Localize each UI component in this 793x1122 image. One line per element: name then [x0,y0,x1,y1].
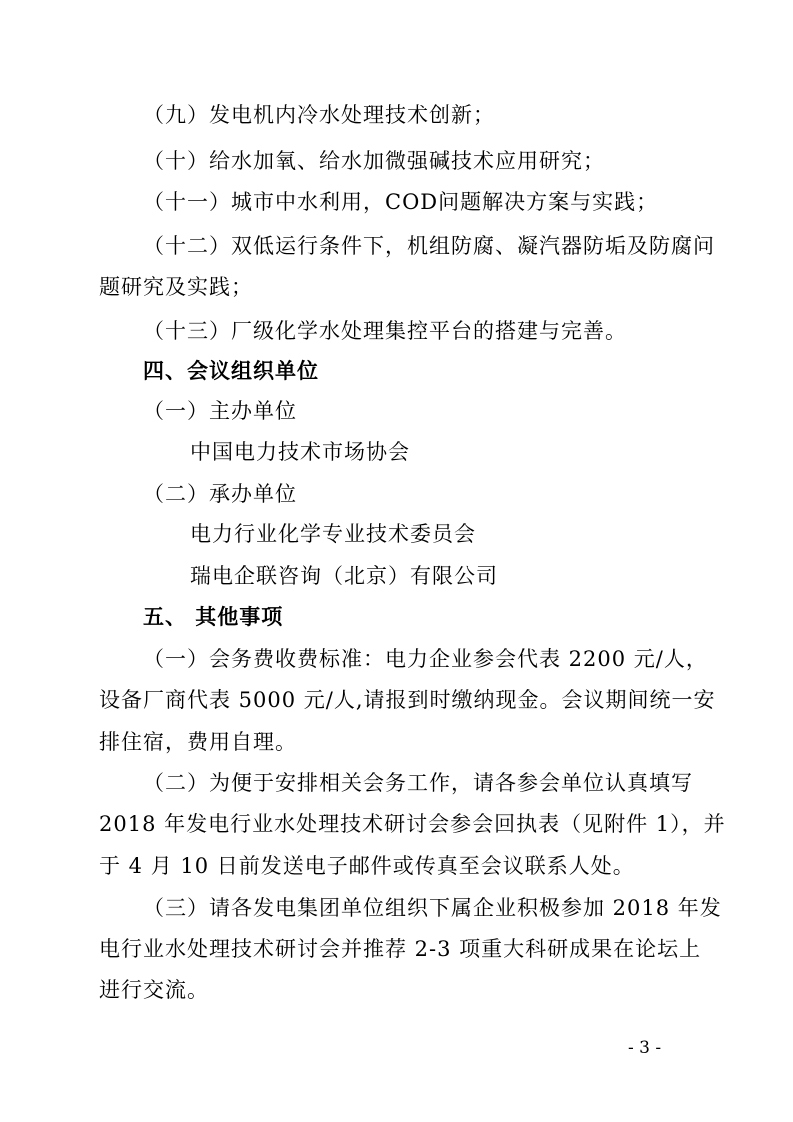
topic-item-10: （十）给水加氧、给水加微强碱技术应用研究； [143,149,605,173]
topic-item-12-line1: （十二）双低运行条件下，机组防腐、凝汽器防垢及防腐问 [143,234,715,258]
topic-item-13: （十三）厂级化学水处理集控平台的搭建与完善。 [143,319,627,343]
section4-heading: 四、会议组织单位 [143,359,319,383]
section5-heading: 五、 其他事项 [143,605,284,629]
recommendation-paragraph-line2: 电行业水处理技术研讨会并推荐 2-3 项重大科研成果在论坛上 [99,937,702,961]
recommendation-paragraph-line3: 进行交流。 [99,978,209,1002]
fee-paragraph-line3: 排住宿，费用自理。 [99,730,297,754]
topic-item-9: （九）发电机内冷水处理技术创新； [143,103,495,127]
recommendation-paragraph-line1: （三）请各发电集团单位组织下属企业积极参加 2018 年发 [143,896,722,920]
registration-paragraph-line1: （二）为便于安排相关会务工作，请各参会单位认真填写 [143,771,693,795]
topic-item-11: （十一）城市中水利用，COD问题解决方案与实践； [143,190,659,214]
fee-paragraph-line1: （一）会务费收费标准：电力企业参会代表 2200 元/人， [143,647,708,671]
organizer-org-1: 电力行业化学专业技术委员会 [190,522,476,546]
host-label: （一）主办单位 [143,399,297,423]
page-number: - 3 - [628,1038,662,1058]
registration-paragraph-line2: 2018 年发电行业水处理技术研讨会参会回执表（见附件 1），并 [99,812,726,836]
host-org: 中国电力技术市场协会 [190,440,410,464]
fee-paragraph-line2: 设备厂商代表 5000 元/人,请报到时缴纳现金。会议期间统一安 [99,688,716,712]
organizer-label: （二）承办单位 [143,482,297,506]
registration-paragraph-line3: 于 4 月 10 日前发送电子邮件或传真至会议联系人处。 [99,854,635,878]
organizer-org-2: 瑞电企联咨询（北京）有限公司 [190,564,498,588]
topic-item-12-line2: 题研究及实践； [99,275,253,299]
